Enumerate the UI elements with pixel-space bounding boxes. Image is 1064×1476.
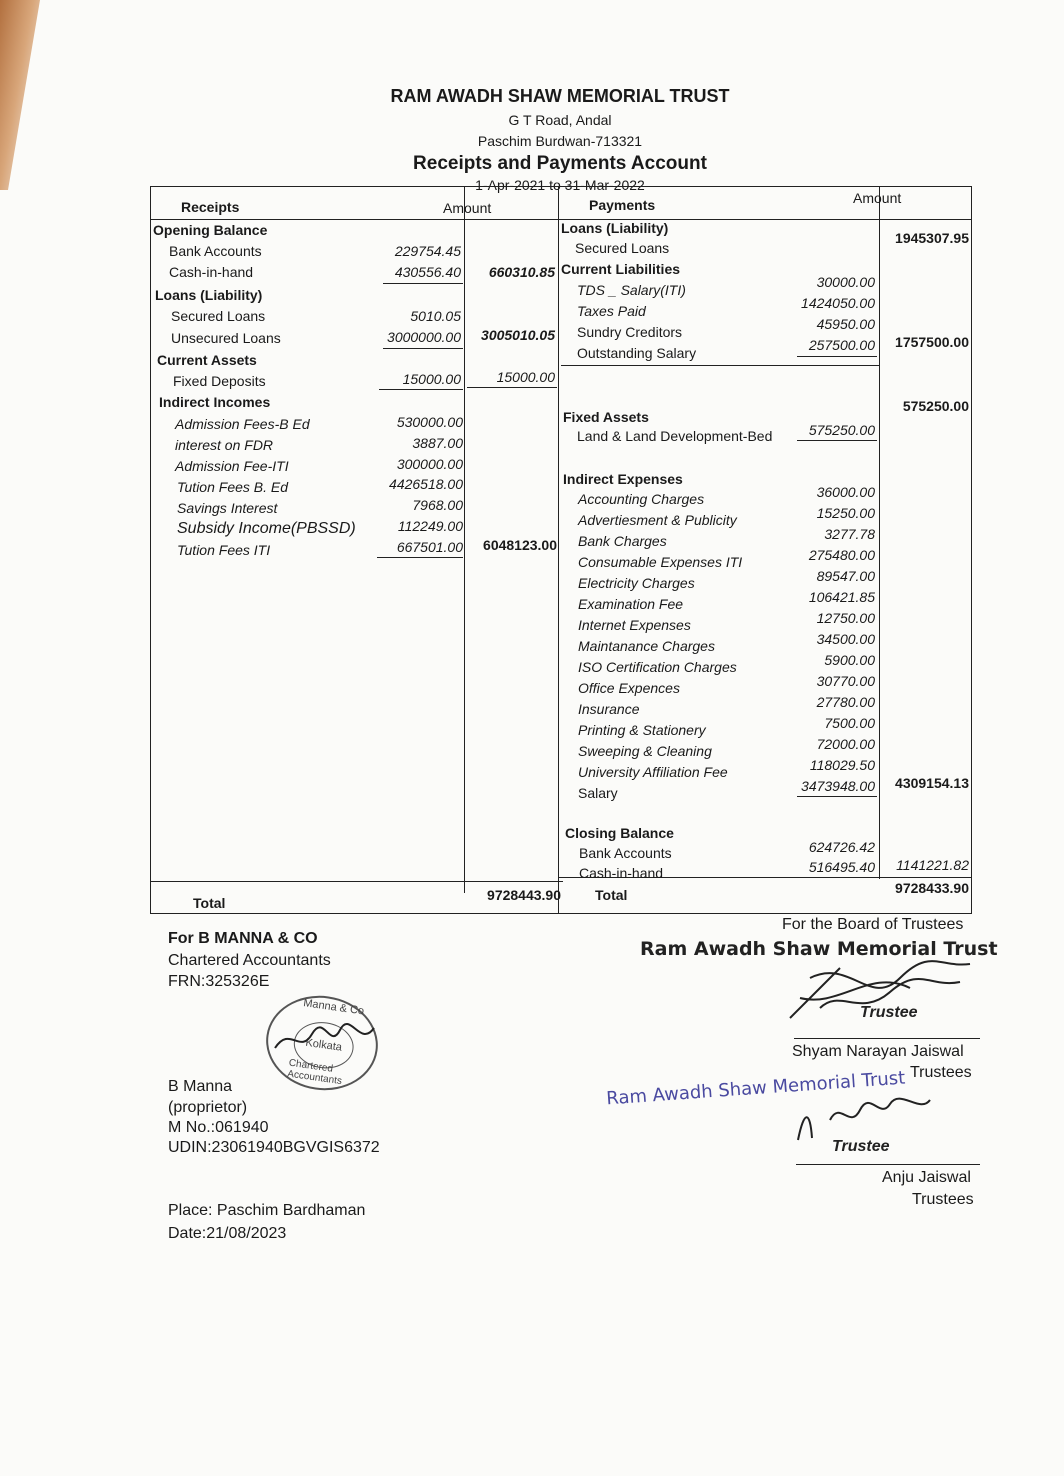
payment-value: 1424050.00 [801, 295, 875, 311]
payment-value: 624726.42 [808, 839, 875, 855]
payment-label: Sweeping & Cleaning [578, 743, 712, 759]
payment-label: ISO Certification Charges [578, 659, 737, 675]
payment-value: 275480.00 [808, 547, 875, 563]
receipts-total-value: 9728443.90 [487, 887, 561, 903]
payment-value: 34500.00 [816, 631, 875, 647]
auditor-udin: UDIN:23061940BGVGIS6372 [168, 1139, 380, 1156]
payment-value: 516495.40 [808, 859, 875, 875]
statement-title: Receipts and Payments Account [413, 153, 707, 174]
loans-total: 3005010.05 [481, 327, 555, 343]
payment-label: TDS _ Salary(ITI) [577, 282, 686, 298]
trust-seal-2: Ram Awadh Shaw Memorial Trust [605, 1067, 906, 1110]
receipt-value: 229754.45 [394, 243, 461, 259]
payment-label: Electricity Charges [578, 575, 695, 591]
payment-value: 30770.00 [816, 673, 875, 689]
trustee-caption-1: Trustee [860, 1004, 918, 1021]
receipt-value: 7968.00 [412, 497, 463, 513]
trust-seal-1: Ram Awadh Shaw Memorial Trust [640, 938, 998, 960]
payment-value: 36000.00 [816, 484, 875, 500]
trustee-role-2: Trustees [912, 1191, 974, 1208]
payment-label: Maintanance Charges [578, 638, 715, 654]
receipt-label: Secured Loans [171, 308, 266, 324]
payment-label: Bank Accounts [579, 845, 672, 861]
col-header-receipts: Receipts [181, 199, 240, 215]
auditor-frn: FRN:325326E [168, 973, 270, 990]
closing-balance-total: 1141221.82 [896, 857, 969, 873]
stamp-city: Kolkata [291, 1018, 357, 1072]
section-current-liabilities: Current Liabilities [561, 261, 681, 277]
current-assets-total: 15000.00 [496, 369, 555, 385]
payment-label: Salary [578, 785, 618, 801]
payment-value: 72000.00 [816, 736, 875, 752]
loans-payments-total: 1945307.95 [895, 230, 969, 246]
stamp-top-text: Manna & Co [302, 997, 365, 1018]
payments-total-label: Total [595, 887, 628, 903]
receipt-value: 530000.00 [396, 414, 463, 430]
col-header-amount-receipts: Amount [443, 200, 492, 216]
auditor-title: (proprietor) [168, 1099, 248, 1116]
payment-value: 5900.00 [824, 652, 875, 668]
receipt-value: 15000.00 [402, 371, 461, 387]
receipt-value: 3887.00 [412, 435, 463, 451]
section-loans-payments: Loans (Liability) [561, 220, 669, 236]
paper-edge [0, 0, 40, 190]
receipt-label: Tution Fees ITI [177, 542, 271, 558]
receipt-label: Cash-in-hand [169, 264, 254, 280]
auditor-name: B Manna [168, 1078, 233, 1095]
payment-value: 3277.78 [824, 526, 875, 542]
auditor-membership: M No.:061940 [168, 1119, 269, 1136]
payments-total-value: 9728433.90 [895, 880, 969, 896]
section-opening-balance: Opening Balance [153, 222, 268, 238]
payment-label: Accounting Charges [578, 491, 705, 507]
receipts-payments-table [150, 186, 972, 914]
opening-balance-total: 660310.85 [488, 264, 555, 280]
payment-value: 257500.00 [808, 337, 875, 353]
trustee-name-2: Anju Jaiswal [882, 1169, 971, 1186]
col-header-payments: Payments [589, 197, 656, 213]
payment-label: Internet Expenses [578, 617, 691, 633]
receipt-label: Savings Interest [177, 500, 278, 516]
org-name: RAM AWADH SHAW MEMORIAL TRUST [390, 86, 730, 106]
payment-value: 106421.85 [808, 589, 875, 605]
statement-period: 1-Apr-2021 to 31-Mar-2022 [475, 177, 645, 193]
payment-value: 3473948.00 [801, 778, 875, 794]
col-header-amount-payments: Amount [853, 190, 902, 206]
receipt-label: Unsecured Loans [171, 330, 281, 346]
receipt-label: Bank Accounts [169, 243, 262, 259]
payment-value: 45950.00 [816, 316, 875, 332]
receipts-total-label: Total [193, 895, 226, 911]
receipt-value: 4426518.00 [389, 476, 463, 492]
payment-value: 30000.00 [816, 274, 875, 290]
place: Place: Paschim Bardhaman [168, 1202, 366, 1219]
trustee-caption-2: Trustee [832, 1138, 890, 1155]
section-fixed-assets: Fixed Assets [563, 409, 649, 425]
indirect-expenses-total: 4309154.13 [895, 775, 969, 791]
receipt-value: 112249.00 [397, 518, 463, 534]
payment-label: Taxes Paid [577, 303, 646, 319]
section-current-assets: Current Assets [157, 352, 257, 368]
payment-value: 27780.00 [816, 694, 875, 710]
payment-value: 118029.50 [809, 757, 875, 773]
payment-label: Cash-in-hand [579, 865, 664, 881]
section-loans: Loans (Liability) [155, 287, 263, 303]
receipt-value: 5010.05 [410, 308, 461, 324]
address-line-2: Paschim Burdwan-713321 [477, 133, 643, 149]
current-liabilities-total: 1757500.00 [895, 334, 969, 350]
payment-value: 12750.00 [816, 610, 875, 626]
receipt-value: 3000000.00 [387, 329, 461, 345]
board-of-trustees: For the Board of Trustees [782, 916, 964, 933]
receipt-label: Subsidy Income(PBSSD) [177, 520, 356, 537]
receipt-label: interest on FDR [175, 437, 274, 453]
trustee-role-1: Trustees [910, 1064, 972, 1081]
section-closing-balance: Closing Balance [565, 825, 674, 841]
auditor-role: Chartered Accountants [168, 952, 331, 969]
payment-label: University Affiliation Fee [578, 764, 728, 780]
date: Date:21/08/2023 [168, 1225, 287, 1242]
payment-label: Consumable Expenses ITI [578, 554, 743, 570]
payment-label: Bank Charges [578, 533, 667, 549]
payment-value: 7500.00 [824, 715, 875, 731]
payment-label: Advertiesment & Publicity [578, 512, 737, 528]
stamp-bottom-text: Chartered Accountants [286, 1057, 343, 1088]
receipt-label: Admission Fees-B Ed [175, 416, 310, 432]
payment-label: Printing & Stationery [578, 722, 706, 738]
section-indirect-expenses: Indirect Expenses [563, 471, 683, 487]
receipt-value: 667501.00 [396, 539, 463, 555]
section-indirect-incomes: Indirect Incomes [159, 394, 271, 410]
payment-label: Outstanding Salary [577, 345, 697, 361]
receipt-value: 300000.00 [396, 456, 463, 472]
trustee-name-1: Shyam Narayan Jaiswal [792, 1043, 964, 1060]
receipt-label: Admission Fee-ITI [175, 458, 289, 474]
receipt-label: Tution Fees B. Ed [177, 479, 289, 495]
receipt-label: Fixed Deposits [173, 373, 266, 389]
payment-label: Sundry Creditors [577, 324, 683, 340]
payment-label: Office Expences [578, 680, 680, 696]
fixed-assets-total: 575250.00 [902, 398, 969, 414]
address-line-1: G T Road, Andal [508, 112, 612, 128]
payment-label: Insurance [578, 701, 640, 717]
auditor-firm: For B MANNA & CO [168, 930, 318, 947]
payment-value: 89547.00 [816, 568, 875, 584]
receipt-value: 430556.40 [394, 264, 461, 280]
payment-label: Land & Land Development-Bed [577, 428, 773, 444]
payment-label: Examination Fee [578, 596, 684, 612]
indirect-incomes-total: 6048123.00 [483, 537, 557, 553]
auditor-signature [270, 1020, 380, 1060]
payment-value: 15250.00 [816, 505, 875, 521]
payment-value: 575250.00 [808, 422, 875, 438]
payment-label: Secured Loans [575, 240, 670, 256]
